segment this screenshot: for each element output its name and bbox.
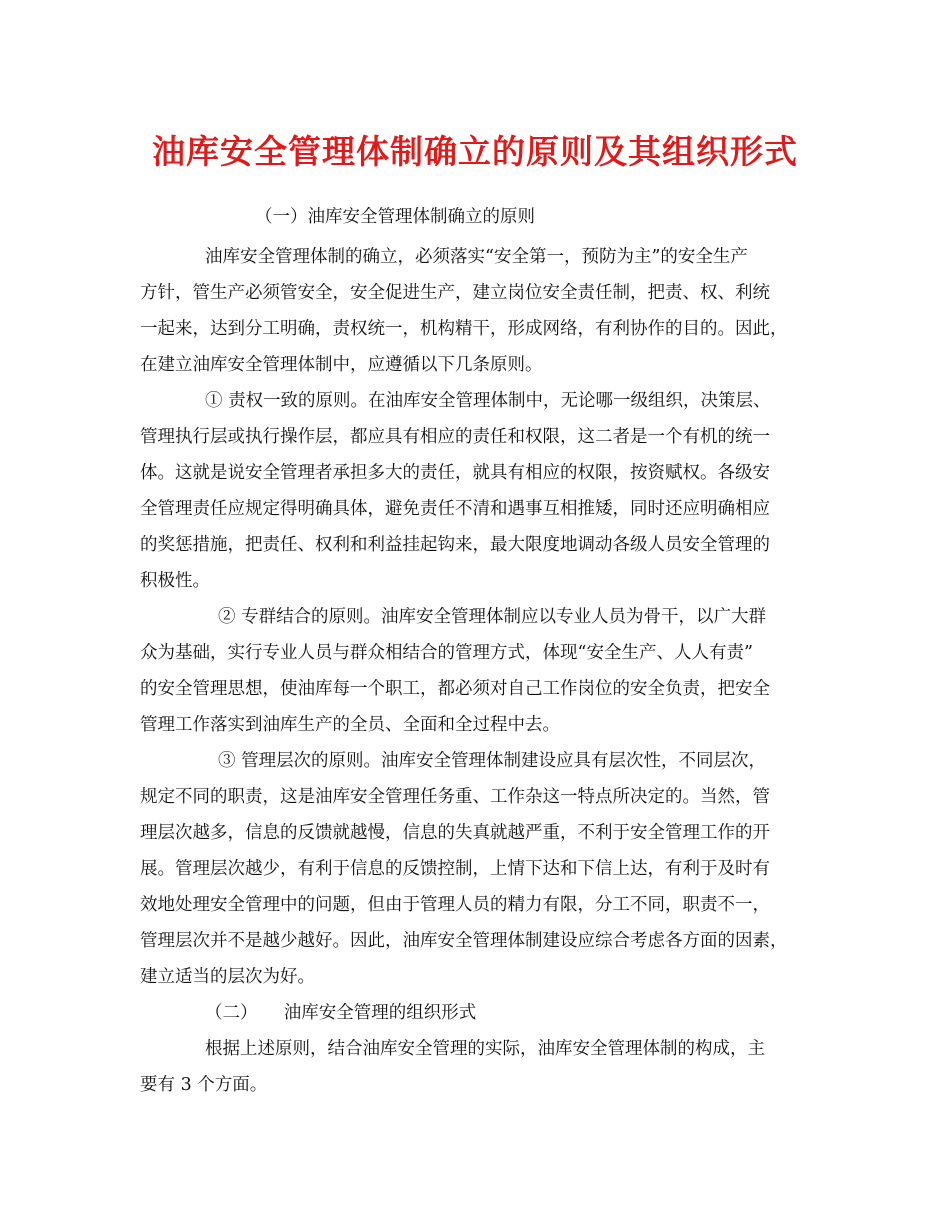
paragraph-line: 管理执行层或执行操作层，都应具有相应的责任和权限，这二者是一个有机的统一 [140, 427, 770, 447]
paragraph-line: 众为基础，实行专业人员与群众相结合的管理方式，体现“安全生产、人人有责” [140, 643, 753, 663]
paragraph-line: 全管理责任应规定得明确具体，避免责任不清和遇事互相推矮，同时还应明确相应 [140, 499, 770, 519]
paragraph-line: 方针，管生产必须管安全，安全促进生产，建立岗位安全责任制，把责、权、利统 [140, 283, 770, 303]
paragraph-line: 展。管理层次越少，有利于信息的反馈控制，上情下达和下信上达，有利于及时有 [140, 859, 770, 879]
paragraph-line: 管理工作落实到油库生产的全员、全面和全过程中去。 [140, 715, 560, 735]
principle-3-line: ③ 管理层次的原则。油库安全管理体制建设应具有层次性，不同层次， [218, 751, 767, 771]
paragraph-line: 理层次越多，信息的反馈就越慢，信息的失真就越严重，不利于安全管理工作的开 [140, 823, 770, 843]
paragraph-line: 要有 3 个方面。 [140, 1075, 268, 1095]
paragraph-line: 管理层次并不是越少越好。因此，油库安全管理体制建设应综合考虑各方面的因素， [140, 931, 788, 951]
paragraph-line: 油库安全管理体制的确立，必须落实“安全第一，预防为主”的安全生产 [205, 247, 748, 267]
paragraph-line: 的安全管理思想，使油库每一个职工，都必须对自己工作岗位的安全负责，把安全 [140, 679, 770, 699]
section-heading-2: （二） 油库安全管理的组织形式 [205, 1003, 477, 1023]
principle-1-line: ① 责权一致的原则。在油库安全管理体制中，无论哪一级组织，决策层、 [205, 391, 771, 411]
paragraph-line: 规定不同的职责，这是油库安全管理任务重、工作杂这一特点所决定的。当然，管 [140, 787, 770, 807]
paragraph-line: 一起来，达到分工明确，责权统一，机构精干，形成网络，有利协作的目的。因此， [140, 319, 788, 339]
document-title: 油库安全管理体制确立的原则及其组织形式 [152, 132, 798, 171]
paragraph-line: 积极性。 [140, 571, 210, 591]
paragraph-line: 效地处理安全管理中的问题，但由于管理人员的精力有限，分工不同，职责不一， [140, 895, 770, 915]
paragraph-line: 根据上述原则，结合油库安全管理的实际，油库安全管理体制的构成，主 [205, 1039, 765, 1059]
paragraph-line: 体。这就是说安全管理者承担多大的责任，就具有相应的权限，按资赋权。各级安 [140, 463, 770, 483]
paragraph-line: 建立适当的层次为好。 [140, 967, 315, 987]
paragraph-line: 的奖惩措施，把责任、权利和利益挂起钩来，最大限度地调动各级人员安全管理的 [140, 535, 770, 555]
principle-2-line: ② 专群结合的原则。油库安全管理体制应以专业人员为骨干，以广大群 [218, 607, 767, 627]
paragraph-line: 在建立油库安全管理体制中，应遵循以下几条原则。 [140, 355, 543, 375]
section-heading-1: （一）油库安全管理体制确立的原则 [255, 207, 535, 227]
